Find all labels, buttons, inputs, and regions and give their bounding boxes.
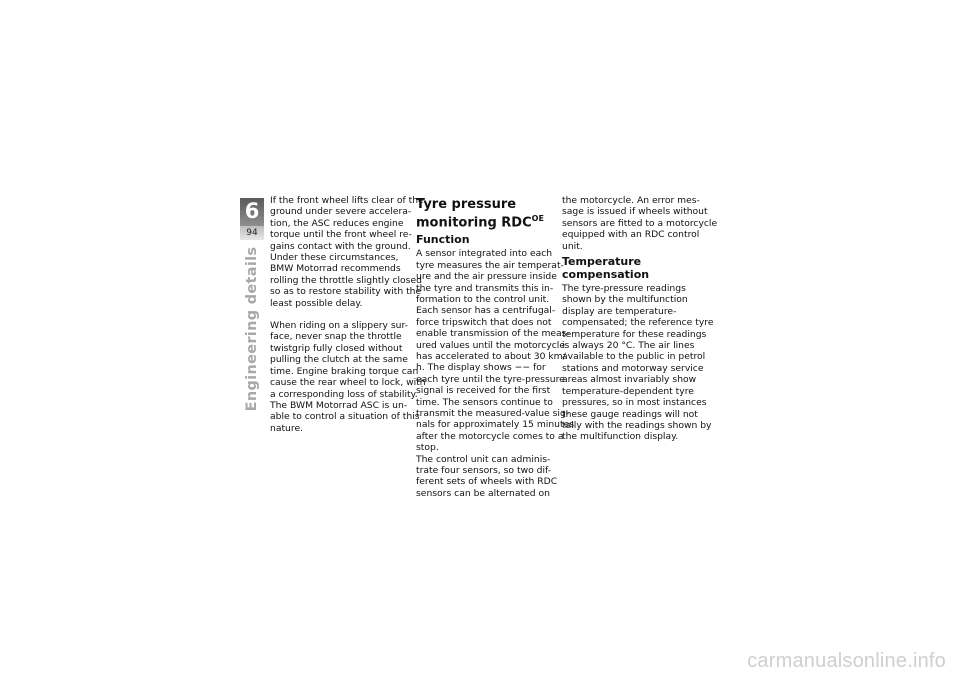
chapter-number: 6: [240, 198, 264, 226]
page-number: 94: [240, 226, 264, 240]
temperature-compensation-heading: Temperature compensation: [562, 255, 650, 282]
rdc-function-paragraph: A sensor integrated into each tyre measures the air temperat- ure and the air pressure inside the tyre and transmits this in- formation to the control unit. Each sensor has a centrifugal- force tripswitch that does not enable transmission of the meas- ured values until the motorcycle has accelerated to about 30 km/ h. The display shows −− for each tyre until the tyre-pressure signal is received for the first time. The sensors continue to transmit the measured-value sig- nals for approximately 15 minutes after the motorcycle comes to a stop. The control unit can adminis- trate four sensors, so two dif- ferent sets of wheels with RDC sensors can be alternated on: [416, 248, 575, 499]
watermark: carmanualsonline.info: [747, 650, 946, 672]
asc-front-wheel-paragraph: If the front wheel lifts clear of the ground under severe accelera- tion, the ASC reduces engine torque until the front wheel re- gains contact with the ground. Under these circumstances, BMW Motorrad recommends rolling the throttle slightly closed so as to restore stability with the least possible delay.: [270, 195, 424, 309]
rdc-heading-text: Tyre pressure monitoring RDC: [416, 197, 532, 231]
column-2: [416, 195, 575, 499]
temperature-compensation-paragraph: The tyre-pressure readings shown by the multifunction display are temperature- compensated; the reference tyre temperature for these readings is always 20 °C. The air lines available to the public in petrol stations and motorway service areas almost invariably show temperature-dependent tyre pressures, so in most instances these gauge readings will not tally with the readings shown by the multifunction display.: [562, 283, 714, 443]
column-3: [562, 195, 718, 443]
chapter-title: Engineering details: [244, 246, 260, 412]
rdc-heading: [416, 198, 556, 230]
column-1: [270, 195, 426, 434]
rdc-continued-paragraph: the motorcycle. An error mes- sage is issued if wheels without sensors are fitted to a motorcycle equipped with an RDC control unit.: [562, 195, 718, 252]
rdc-heading-sup: OE: [531, 214, 544, 223]
slippery-surface-paragraph: When riding on a slippery sur- face, never snap the throttle twistgrip fully closed without pulling the clutch at the same time. Engine braking torque can cause the rear wheel to lock, with a corresponding loss of stability. The BWM Motorrad ASC is un- able to control a situation of this nature.: [270, 320, 426, 434]
function-subheading: Function: [416, 233, 470, 247]
